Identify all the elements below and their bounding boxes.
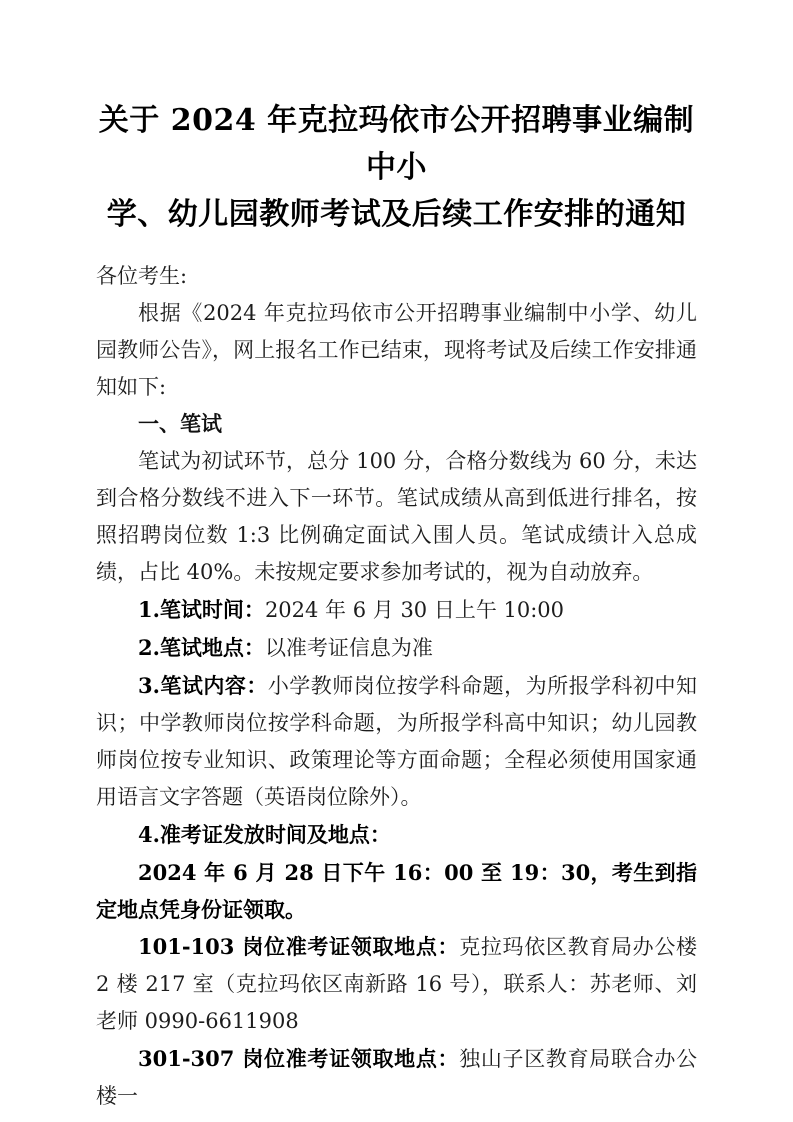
item-exam-location [96,629,697,667]
item-exam-time-label: 1.笔试时间： [138,597,265,622]
item-exam-content-label: 3.笔试内容： [138,673,268,698]
item-ticket-issuance-label: 4.准考证发放时间及地点： [138,822,391,847]
pickup-location-301-307 [96,1040,697,1115]
document-title-line-1: 关于 2024 年克拉玛依市公开招聘事业编制中小 [98,103,695,185]
pickup-location-301-307-value: 独山子区教育局联合办公楼一 [96,1047,697,1108]
section-1-heading-text: 一、笔试 [138,412,222,436]
item-exam-location-value: 以准考证信息为准 [264,636,433,660]
item-exam-time-value: 2024 年 6 月 30 日上午 10:00 [264,598,565,622]
document-title [96,97,697,238]
pickup-location-101-103-value: 克拉玛依区教育局办公楼 2 楼 217 室（克拉玛依区南新路 16 号），联系人：苏老师、刘老师 0990-6611908 [96,935,697,1033]
item-exam-content [96,667,697,816]
document-title-line-2: 学、幼儿园教师考试及后续工作安排的通知 [106,197,687,232]
item-exam-time [96,591,697,629]
pickup-location-101-103 [96,928,697,1040]
document-body [96,258,697,1115]
section-1-heading [96,406,697,443]
item-exam-location-label: 2.笔试地点： [138,635,265,660]
intro-paragraph: 根据《2024 年克拉玛依市公开招聘事业编制中小学、幼儿园教师公告》，网上报名工作已结束，现将考试及后续工作安排通知如下: [96,301,697,399]
section-1-body: 笔试为初试环节，总分 100 分，合格分数线为 60 分，未达到合格分数线不进入下一环节。笔试成绩从高到低进行排名，按照招聘岗位数 1:3 比例确定面试入围人员。笔试成绩计入总成绩，占比 40%。未按规定要求参加考试的，视为自动放弃。 [96,449,697,584]
pickup-location-101-103-label: 101-103 岗位准考证领取地点： [138,934,460,959]
item-ticket-issuance [96,816,697,854]
item-exam-content-value: 小学教师岗位按学科命题，为所报学科初中知识；中学教师岗位按学科命题，为所报学科高中知识；幼儿园教师岗位按专业知识、政策理论等方面命题；全程必须使用国家通用语言文字答题（英语岗位除外）。 [96,674,697,809]
pickup-time-paragraph: 2024 年 6 月 28 日下午 16：00 至 19：30，考生到指定地点凭身份证领取。 [96,860,697,922]
pickup-location-301-307-label: 301-307 岗位准考证领取地点： [138,1046,460,1071]
salutation: 各位考生: [96,264,188,288]
